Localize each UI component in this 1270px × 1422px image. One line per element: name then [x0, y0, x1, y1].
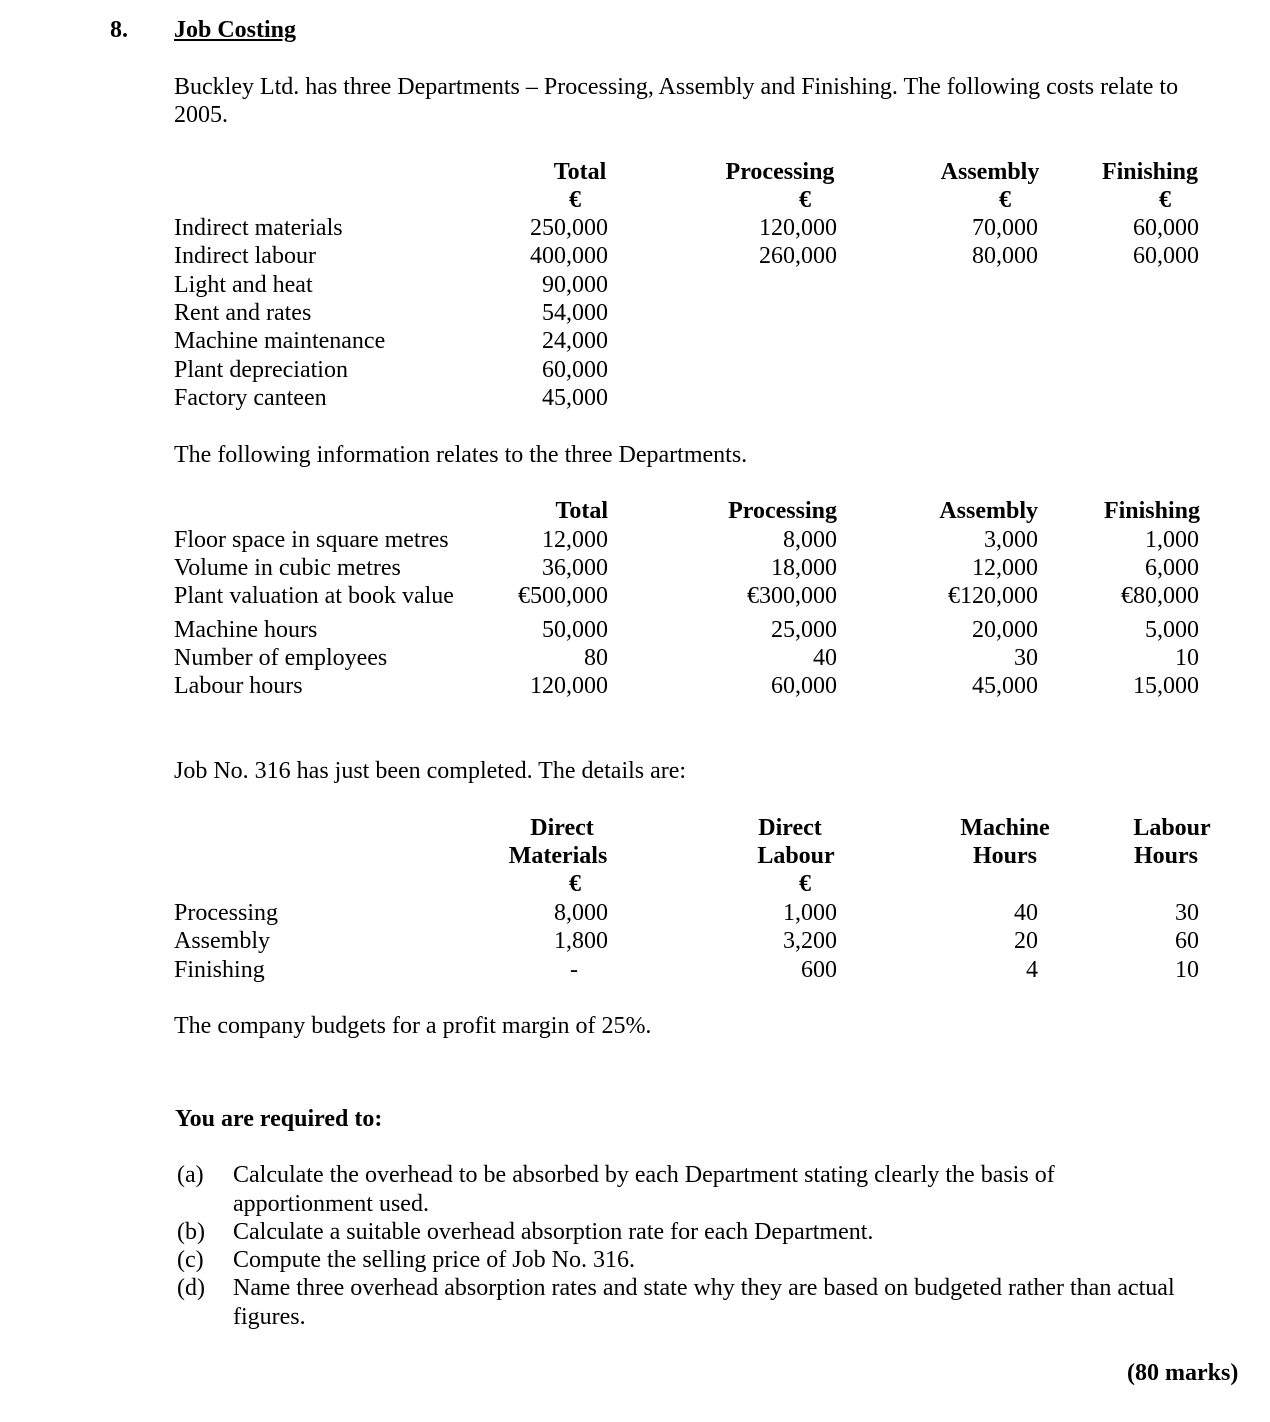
info-cell: 50,000	[542, 617, 608, 643]
costs-cell: 60,000	[1133, 215, 1199, 241]
info-row-label: Plant valuation at book value	[174, 583, 454, 609]
job-cell: 40	[1014, 900, 1038, 926]
costs-row-label: Factory canteen	[174, 384, 327, 411]
job-cell: 8,000	[554, 900, 608, 926]
job-cell: 1,000	[783, 900, 837, 926]
job-header-mh-line1: Machine	[960, 815, 1050, 841]
info-row-label: Volume in cubic metres	[174, 555, 401, 581]
job-header-mh-line2: Hours	[972, 843, 1037, 869]
job-row-label: Assembly	[174, 928, 270, 955]
info-cell: 80	[584, 645, 608, 671]
costs-cell: 54,000	[542, 299, 608, 326]
intro-paragraph: Buckley Ltd. has three Departments – Processing, Assembly and Finishing. The following costs relate to 2005.	[174, 74, 1179, 128]
costs-cell: 60,000	[542, 356, 608, 383]
job-row-label: Finishing	[174, 956, 265, 983]
costs-row-label: Machine maintenance	[174, 328, 386, 355]
costs-cell: 70,000	[972, 215, 1038, 241]
profit-note: The company budgets for a profit margin of 25%.	[174, 1013, 652, 1039]
info-cell: 6,000	[1145, 555, 1199, 581]
requirement-text-cont: apportionment used.	[233, 1191, 429, 1217]
job-header-lh-line1: Labour	[1133, 815, 1211, 841]
requirement-letter: (d)	[177, 1275, 205, 1301]
costs-unit-total: €	[569, 187, 581, 213]
info-row-label: Labour hours	[174, 673, 303, 699]
requirement-letter: (a)	[177, 1162, 204, 1188]
requirement-text: Compute the selling price of Job No. 316.	[233, 1247, 635, 1273]
costs-row-label: Rent and rates	[174, 299, 312, 326]
requirement-text-cont: figures.	[233, 1304, 306, 1330]
costs-cell: 24,000	[542, 328, 608, 355]
costs-row-label: Indirect labour	[174, 243, 316, 270]
required-heading: You are required to:	[175, 1106, 383, 1132]
job-cell: -	[570, 956, 578, 983]
job-cell: 10	[1175, 956, 1199, 983]
costs-cell: 250,000	[530, 215, 608, 241]
info-cell: 1,000	[1145, 527, 1199, 553]
costs-unit-processing: €	[799, 187, 811, 213]
requirement-text: Calculate the overhead to be absorbed by each Department stating clearly the basis of	[233, 1162, 1055, 1188]
info-cell: 15,000	[1133, 673, 1199, 699]
info-header-finishing: Finishing	[1103, 498, 1200, 524]
info-cell: €500,000	[518, 583, 608, 609]
costs-unit-finishing: €	[1159, 187, 1171, 213]
info-cell: 18,000	[771, 555, 837, 581]
job-header-dm-line2: Materials	[508, 843, 608, 869]
requirement-letter: (b)	[177, 1219, 205, 1245]
job-cell: 20	[1014, 928, 1038, 955]
info-intro: The following information relates to the three Departments.	[174, 442, 748, 468]
costs-unit-assembly: €	[999, 187, 1011, 213]
costs-header-assembly: Assembly	[940, 159, 1040, 185]
job-cell: 1,800	[554, 928, 608, 955]
info-cell: 10	[1175, 645, 1199, 671]
costs-row-label: Plant depreciation	[174, 356, 348, 383]
job-cell: 60	[1175, 928, 1199, 955]
job-header-lh-line2: Hours	[1133, 843, 1198, 869]
costs-header-total: Total	[553, 159, 607, 185]
job-header-dl-line1: Direct	[758, 815, 822, 841]
info-cell: €300,000	[747, 583, 837, 609]
info-cell: 40	[813, 645, 837, 671]
job-cell: 30	[1175, 900, 1199, 926]
job-cell: 600	[801, 956, 837, 983]
requirement-text: Calculate a suitable overhead absorption rate for each Department.	[233, 1219, 874, 1245]
costs-cell: 260,000	[759, 243, 837, 270]
job-cell: 4	[1026, 956, 1038, 983]
info-cell: 45,000	[972, 673, 1038, 699]
requirement-letter: (c)	[177, 1247, 204, 1273]
costs-header-finishing: Finishing	[1101, 159, 1199, 185]
info-header-assembly: Assembly	[939, 498, 1038, 524]
info-cell: 36,000	[542, 555, 608, 581]
info-cell: 3,000	[984, 527, 1038, 553]
info-header-total: Total	[555, 498, 608, 524]
info-cell: €80,000	[1121, 583, 1199, 609]
info-cell: 12,000	[972, 555, 1038, 581]
marks: (80 marks)	[1127, 1360, 1239, 1386]
info-cell: 12,000	[542, 527, 608, 553]
costs-cell: 60,000	[1133, 243, 1199, 270]
job-header-dl-line2: Labour	[757, 843, 835, 869]
info-row-label: Floor space in square metres	[174, 527, 449, 553]
info-cell: €120,000	[948, 583, 1038, 609]
costs-cell: 400,000	[530, 243, 608, 270]
job-intro: Job No. 316 has just been completed. The details are:	[174, 758, 687, 784]
job-row-label: Processing	[174, 900, 278, 926]
costs-row-label: Indirect materials	[174, 215, 343, 241]
info-cell: 60,000	[771, 673, 837, 699]
costs-cell: 120,000	[759, 215, 837, 241]
info-row-label: Machine hours	[174, 617, 318, 643]
job-header-dm-unit: €	[569, 871, 581, 897]
info-header-processing: Processing	[728, 498, 837, 524]
info-cell: 25,000	[771, 617, 837, 643]
costs-cell: 80,000	[972, 243, 1038, 270]
job-header-dl-unit: €	[799, 871, 811, 897]
info-row-label: Number of employees	[174, 645, 388, 671]
costs-header-processing: Processing	[725, 159, 835, 185]
job-cell: 3,200	[783, 928, 837, 955]
requirement-text: Name three overhead absorption rates and state why they are based on budgeted rather than actual	[233, 1275, 1175, 1301]
job-header-dm-line1: Direct	[530, 815, 594, 841]
info-cell: 30	[1014, 645, 1038, 671]
info-cell: 20,000	[972, 617, 1038, 643]
costs-row-label: Light and heat	[174, 271, 313, 298]
question-number: 8.	[110, 17, 128, 43]
info-cell: 120,000	[530, 673, 608, 699]
costs-cell: 90,000	[542, 271, 608, 298]
costs-cell: 45,000	[542, 384, 608, 411]
question-title: Job Costing	[174, 17, 297, 43]
info-cell: 5,000	[1145, 617, 1199, 643]
info-cell: 8,000	[783, 527, 837, 553]
